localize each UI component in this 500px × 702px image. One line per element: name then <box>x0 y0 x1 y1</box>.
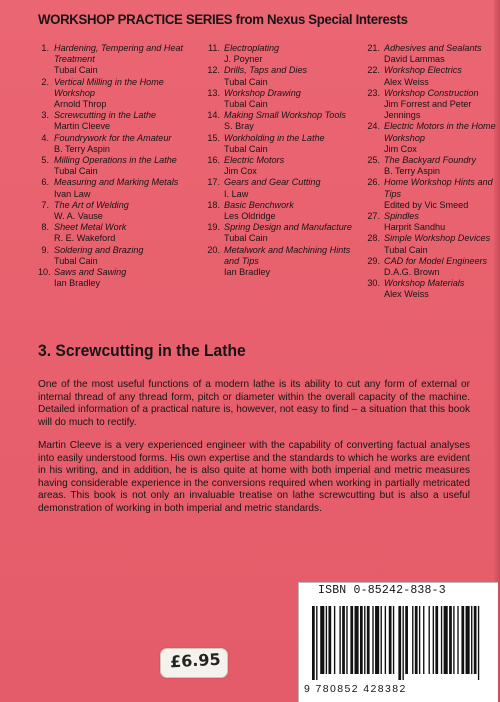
barcode-bar <box>355 606 359 674</box>
book-number: 9. <box>41 244 49 255</box>
barcode-bar <box>412 606 413 674</box>
book-number: 5. <box>41 155 49 166</box>
book-number: 26. <box>367 177 380 188</box>
series-book <box>38 245 188 267</box>
book-author: D.A.G. Brown <box>384 267 440 278</box>
book-number: 2. <box>41 76 49 87</box>
book-number: 29. <box>367 255 380 266</box>
barcode-bar <box>320 606 324 674</box>
series-book <box>364 65 496 87</box>
book-series-title: Screwcutting in the Lathe <box>54 110 157 121</box>
book-author: Martin Cleeve <box>54 121 111 132</box>
book-number: 21. <box>367 43 380 53</box>
barcode <box>312 606 482 680</box>
book-series-title: Basic Benchwork <box>224 199 294 210</box>
series-book <box>38 43 188 77</box>
barcode-bar <box>393 606 394 674</box>
book-series-title: Hardening, Tempering and Heat Treatment <box>54 43 184 65</box>
book-author: W. A. Vause <box>54 211 103 222</box>
book-number: 20. <box>207 244 220 255</box>
series-book <box>38 110 188 132</box>
barcode-bar <box>474 606 477 674</box>
book-author: Tubal Cain <box>54 166 98 177</box>
author-paragraph: Martin Cleeve is a very experienced engineer with the capability of converting factual analyses into easily understood forms. His own expertise and the standards to which he works are evident in his writing, and in addition, he is also quite at home with both imperial and metric measures having considerable experience in the conversions required when working in partially metricated areas. This book is not only an invaluable treatise on lathe screwcutting but is also a useful demonstration of working in both imperial and metric standards. <box>38 440 470 514</box>
series-book <box>204 110 354 132</box>
series-book <box>38 177 188 199</box>
book-author: Tubal Cain <box>224 99 268 110</box>
book-author: Tubal Cain <box>224 76 268 87</box>
book-author: B. Terry Aspin <box>54 143 110 154</box>
book-number: 19. <box>207 222 220 233</box>
book-number: 28. <box>367 233 380 244</box>
barcode-bar <box>360 606 363 674</box>
barcode-bar <box>312 606 315 680</box>
book-author: J. Poyner <box>224 54 263 65</box>
series-header: WORKSHOP PRACTICE SERIES from Nexus Special Interests <box>38 12 408 28</box>
book-number: 25. <box>367 155 380 166</box>
book-series-title: Milling Operations in the Lathe <box>54 155 177 166</box>
barcode-bar <box>461 606 464 674</box>
barcode-bar <box>433 606 434 674</box>
barcode-bar <box>367 606 370 674</box>
barcode-bar <box>457 606 458 674</box>
series-column-3 <box>364 43 496 301</box>
book-author: Alex Weiss <box>384 76 429 87</box>
book-series-title: Workshop Drawing <box>224 87 301 98</box>
book-title: 3. Screwcutting in the Lathe <box>38 341 246 360</box>
series-book <box>364 43 496 65</box>
description-paragraph: One of the most useful functions of a modern lathe is its ability to cut any form of external or internal thread of any thread form, pitch or diameter within the overall capacity of the machine. Detailed information of a practical nature is, however, not easy to find – a situation that this book will do much to rectify. <box>38 379 470 428</box>
series-book <box>204 200 354 222</box>
book-author: Tubal Cain <box>224 233 268 244</box>
book-number: 15. <box>207 132 220 143</box>
book-series-title: The Backyard Foundry <box>384 155 476 166</box>
book-number: 10. <box>38 267 51 278</box>
book-number: 23. <box>367 87 380 98</box>
series-book <box>204 43 354 65</box>
barcode-bar <box>328 606 331 674</box>
book-author: I. Law <box>224 188 249 199</box>
series-book <box>364 155 496 177</box>
book-series-title: The Art of Welding <box>54 199 129 210</box>
series-book <box>364 88 496 122</box>
book-series-title: Electric Motors in the Home Workshop <box>384 121 496 143</box>
book-author: Tubal Cain <box>384 244 428 255</box>
book-author: Ivan Law <box>54 188 91 199</box>
series-book <box>204 177 354 199</box>
book-number: 13. <box>207 87 220 98</box>
barcode-bar <box>444 606 448 674</box>
barcode-bar <box>334 606 335 674</box>
book-number: 27. <box>367 211 380 222</box>
barcode-bar <box>316 606 317 680</box>
book-author: Tubal Cain <box>54 65 98 76</box>
book-number: 1. <box>41 43 49 53</box>
barcode-bar <box>405 606 408 674</box>
barcode-bar <box>402 606 403 680</box>
barcode-bar <box>449 606 452 674</box>
book-series-title: Drills, Taps and Dies <box>224 65 308 76</box>
book-author: S. Bray <box>224 121 254 132</box>
book-number: 12. <box>207 65 220 76</box>
barcode-bar <box>339 606 340 674</box>
book-author: Harprit Sandhu <box>384 222 446 233</box>
series-book <box>38 77 188 111</box>
book-number: 16. <box>207 155 220 166</box>
book-number: 6. <box>41 177 49 188</box>
book-series-title: Making Small Workshop Tools <box>224 110 346 121</box>
barcode-bar <box>423 606 424 674</box>
book-series-title: Metalwork and Machining Hints and Tips <box>224 244 351 266</box>
barcode-bar <box>346 606 347 674</box>
barcode-bar <box>429 606 430 674</box>
book-author: Jim Cox <box>384 143 417 154</box>
book-series-title: Sheet Metal Work <box>54 222 127 233</box>
book-number: 18. <box>207 199 220 210</box>
series-book <box>204 222 354 244</box>
book-author: Jim Cox <box>224 166 257 177</box>
price-label: £6.95 <box>169 649 222 672</box>
book-series-title: Workholding in the Lathe <box>224 132 325 143</box>
book-author: Edited by Vic Smeed <box>384 199 469 210</box>
book-series-title: Soldering and Brazing <box>54 244 144 255</box>
barcode-bar <box>326 606 327 674</box>
book-author: Ian Bradley <box>224 267 271 278</box>
book-series-title: Workshop Construction <box>384 87 479 98</box>
series-book <box>364 177 496 211</box>
barcode-bar <box>364 606 365 674</box>
book-number: 24. <box>367 121 380 132</box>
book-series-title: Spindles <box>384 211 419 222</box>
series-book <box>204 155 354 177</box>
barcode-bar <box>419 606 420 674</box>
book-number: 7. <box>41 199 49 210</box>
barcode-bar <box>441 606 442 674</box>
barcode-bar <box>381 606 382 674</box>
barcode-digits: 9 780852 428382 <box>304 683 407 695</box>
book-author: Les Oldridge <box>224 211 276 222</box>
series-column-1 <box>38 43 188 289</box>
series-book <box>38 200 188 222</box>
barcode-bar <box>350 606 353 674</box>
barcode-bar <box>372 606 373 674</box>
book-author: R. E. Wakeford <box>54 233 116 244</box>
book-series-title: Adhesives and Sealants <box>384 43 482 53</box>
book-author: B. Terry Aspin <box>384 166 440 177</box>
book-number: 3. <box>41 110 49 121</box>
book-series-title: Spring Design and Manufacture <box>224 222 352 233</box>
book-author: Jim Forrest and Peter Jennings <box>384 99 472 121</box>
book-number: 17. <box>207 177 220 188</box>
barcode-bar <box>375 606 379 674</box>
barcode-bar <box>389 606 392 674</box>
book-author: Alex Weiss <box>384 289 429 300</box>
barcode-bar <box>385 606 386 674</box>
series-book <box>364 121 496 155</box>
book-series-title: Gears and Gear Cutting <box>224 177 321 188</box>
book-number: 8. <box>41 222 49 233</box>
book-series-title: Saws and Sawing <box>54 267 127 278</box>
barcode-bar <box>435 606 438 674</box>
series-book <box>364 256 496 278</box>
book-number: 14. <box>207 110 220 121</box>
series-book <box>204 133 354 155</box>
book-author: David Lammas <box>384 54 445 65</box>
book-series-title: Measuring and Marking Metals <box>54 177 179 188</box>
book-author: Tubal Cain <box>54 255 98 266</box>
barcode-bar <box>478 606 479 680</box>
book-series-title: Simple Workshop Devices <box>384 233 491 244</box>
series-book <box>204 65 354 87</box>
book-series-title: Electroplating <box>224 43 280 53</box>
book-number: 30. <box>367 278 380 289</box>
isbn-number: ISBN 0-85242-838-3 <box>318 584 446 597</box>
series-book <box>38 155 188 177</box>
book-series-title: CAD for Model Engineers <box>384 255 488 266</box>
series-book <box>204 88 354 110</box>
barcode-bar <box>342 606 345 674</box>
series-book <box>38 267 188 289</box>
book-author: Arnold Throp <box>54 99 107 110</box>
book-number: 11. <box>208 43 220 53</box>
barcode-bar <box>471 606 472 674</box>
barcode-bar <box>398 606 401 680</box>
book-series-title: Electric Motors <box>224 155 285 166</box>
book-series-title: Workshop Electrics <box>384 65 462 76</box>
book-author: Tubal Cain <box>224 143 268 154</box>
series-book <box>364 278 496 300</box>
series-column-2 <box>204 43 354 278</box>
series-book <box>364 233 496 255</box>
series-book <box>204 245 354 279</box>
book-series-title: Home Workshop Hints and Tips <box>384 177 493 199</box>
barcode-bar <box>466 606 470 674</box>
series-book <box>38 133 188 155</box>
book-number: 22. <box>367 65 380 76</box>
book-number: 4. <box>41 132 49 143</box>
barcode-bar <box>453 606 454 674</box>
book-series-title: Workshop Materials <box>384 278 465 289</box>
series-book <box>364 211 496 233</box>
barcode-bar <box>415 606 418 674</box>
series-book <box>38 222 188 244</box>
book-series-title: Vertical Milling in the Home Workshop <box>54 76 164 98</box>
book-series-title: Foundrywork for the Amateur <box>54 132 172 143</box>
book-author: Ian Bradley <box>54 278 101 289</box>
